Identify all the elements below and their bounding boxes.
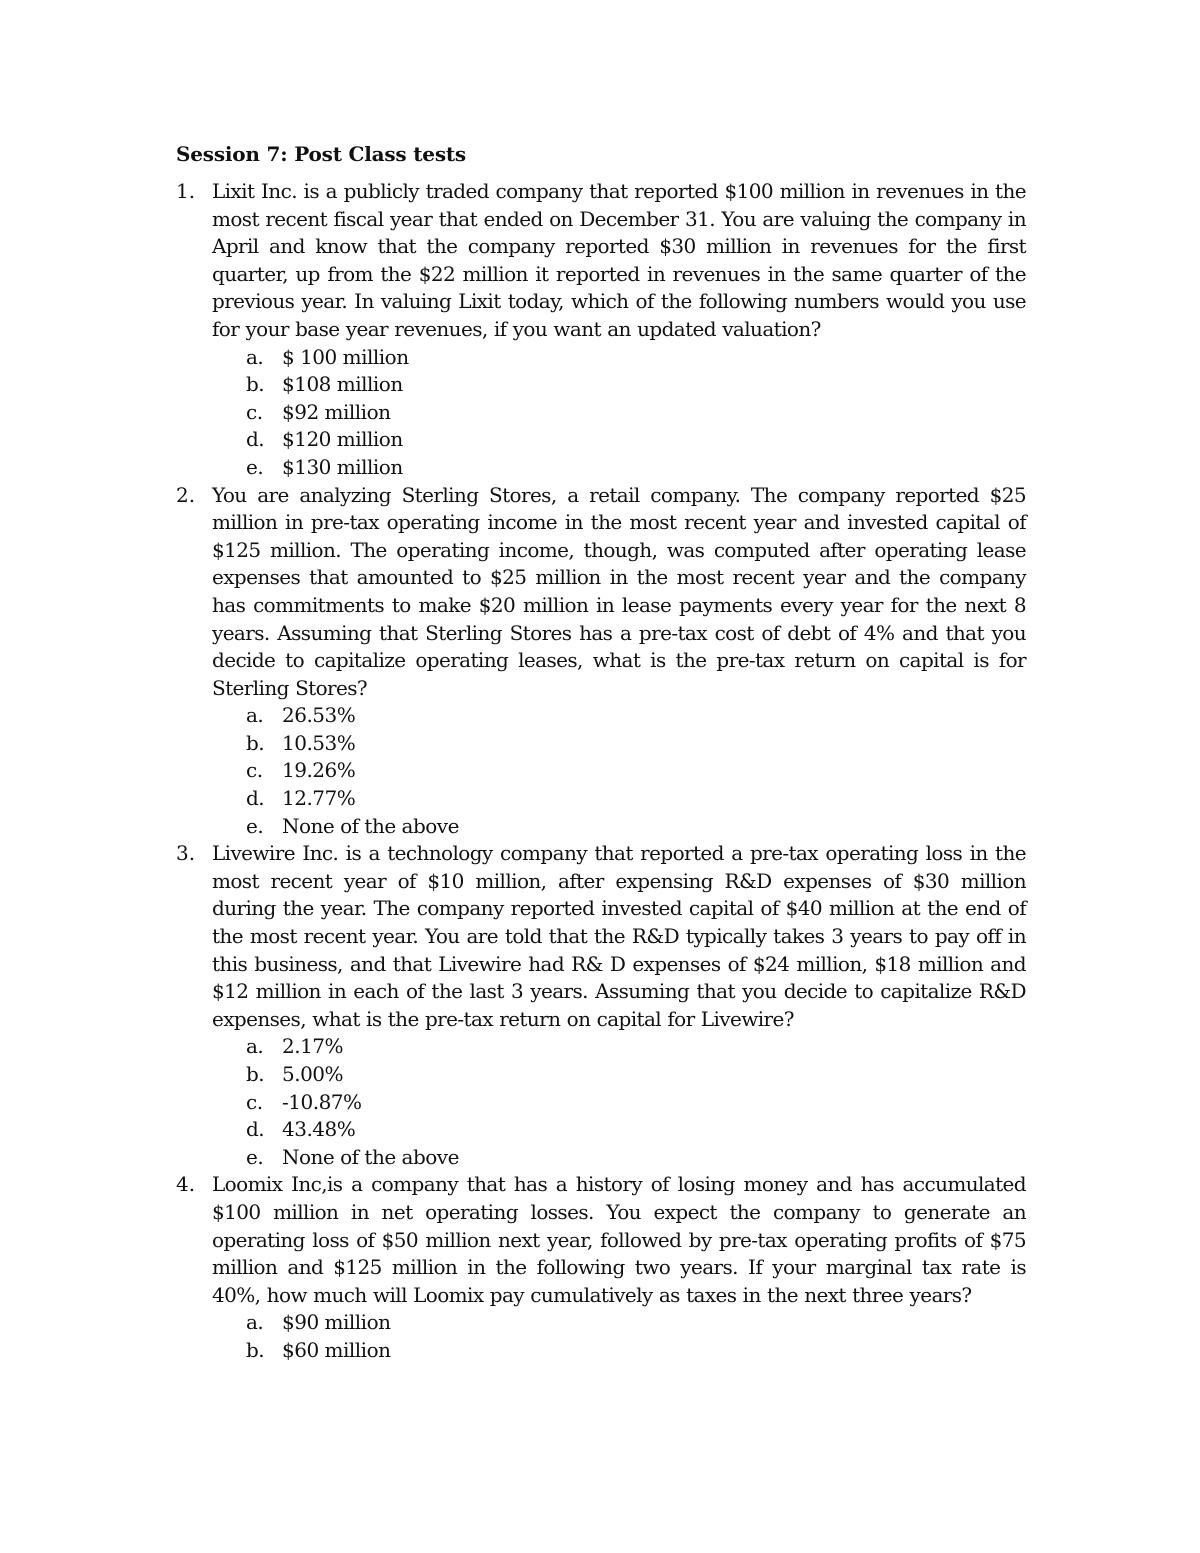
option-letter: b. bbox=[246, 1062, 265, 1086]
option-letter: b. bbox=[246, 730, 265, 755]
question-number: 4. bbox=[176, 1172, 196, 1197]
option-text: $130 million bbox=[282, 454, 403, 479]
option-text: 19.26% bbox=[282, 758, 356, 783]
option-list bbox=[212, 702, 1026, 840]
option-text: 2.17% bbox=[282, 1034, 344, 1059]
option-a bbox=[212, 344, 1026, 372]
option-text: $ 100 million bbox=[282, 344, 409, 369]
option-b bbox=[212, 1337, 1026, 1365]
question-body bbox=[212, 482, 1026, 841]
option-b bbox=[212, 371, 1026, 399]
option-letter: d. bbox=[246, 1117, 265, 1142]
option-d bbox=[212, 1116, 1026, 1144]
question-body bbox=[212, 178, 1026, 482]
question-body bbox=[212, 840, 1026, 1171]
option-text: 12.77% bbox=[282, 786, 356, 811]
question-2 bbox=[176, 482, 1026, 841]
option-d bbox=[212, 785, 1026, 813]
option-list bbox=[212, 1033, 1026, 1171]
option-text: $92 million bbox=[282, 399, 391, 424]
option-letter: c. bbox=[246, 399, 263, 424]
question-body bbox=[212, 1171, 1026, 1364]
question-number: 1. bbox=[176, 179, 196, 203]
option-b bbox=[212, 1061, 1026, 1089]
option-text: $60 million bbox=[282, 1337, 391, 1362]
option-text: 10.53% bbox=[282, 730, 356, 755]
question-text: Lixit Inc. is a publicly traded company that reported $100 million in revenues in the most recent fiscal year that ended on December 31. You are valuing the company in April and know that the company reported $30 million in revenues for the first quarter, up from the $22 million it reported in revenues in the same quarter of the previous year. In valuing Lixit today, which of the following numbers would you use for your base year revenues, if you want an updated valuation? bbox=[212, 179, 1026, 341]
option-e bbox=[212, 813, 1026, 841]
question-number: 3. bbox=[176, 841, 196, 866]
option-d bbox=[212, 426, 1026, 454]
question-number: 2. bbox=[176, 482, 196, 507]
option-text: 43.48% bbox=[282, 1117, 356, 1142]
option-text: 26.53% bbox=[282, 703, 356, 728]
option-b bbox=[212, 730, 1026, 758]
option-text: $108 million bbox=[282, 372, 403, 397]
question-1 bbox=[176, 178, 1026, 482]
option-letter: d. bbox=[246, 427, 265, 452]
option-letter: c. bbox=[246, 1089, 263, 1114]
option-text: $120 million bbox=[282, 427, 403, 452]
option-letter: e. bbox=[246, 454, 264, 479]
option-text: -10.87% bbox=[282, 1089, 362, 1114]
option-text: $90 million bbox=[282, 1310, 391, 1335]
option-e bbox=[212, 1144, 1026, 1172]
option-letter: a. bbox=[246, 1034, 264, 1059]
question-text: Livewire Inc. is a technology company that reported a pre-tax operating loss in the most recent year of $10 million, after expensing R&D expenses of $30 million during the year. The company reported invested capital of $40 million at the end of the most recent year. You are told that the R&D typically takes 3 years to pay off in this business, and that Livewire had R& D expenses of $24 million, $18 million and $12 million in each of the last 3 years. Assuming that you decide to capitalize R&D expenses, what is the pre-tax return on capital for Livewire? bbox=[212, 841, 1026, 1031]
option-a bbox=[212, 1309, 1026, 1337]
option-e bbox=[212, 454, 1026, 482]
option-c bbox=[212, 757, 1026, 785]
option-list bbox=[212, 344, 1026, 482]
question-text: Loomix Inc,is a company that has a history of losing money and has accumulated $100 million in net operating losses. You expect the company to generate an operating loss of $50 million next year, followed by pre-tax operating profits of $75 million and $125 million in the following two years. If your marginal tax rate is 40%, how much will Loomix pay cumulatively as taxes in the next three years? bbox=[212, 1172, 1026, 1307]
option-letter: a. bbox=[246, 344, 264, 369]
option-c bbox=[212, 399, 1026, 427]
question-3 bbox=[176, 840, 1026, 1171]
option-text: None of the above bbox=[282, 1144, 459, 1169]
question-text: You are analyzing Sterling Stores, a retail company. The company reported $25 million in pre-tax operating income in the most recent year and invested capital of $125 million. The operating income, though, was computed after operating lease expenses that amounted to $25 million in the most recent year and the company has commitments to make $20 million in lease payments every year for the next 8 years. Assuming that Sterling Stores has a pre-tax cost of debt of 4% and that you decide to capitalize operating leases, what is the pre-tax return on capital is for Sterling Stores? bbox=[212, 482, 1026, 700]
option-a bbox=[212, 702, 1026, 730]
page-title: Session 7: Post Class tests bbox=[176, 142, 466, 166]
option-letter: a. bbox=[246, 703, 264, 728]
option-text: None of the above bbox=[282, 813, 459, 838]
question-list bbox=[176, 178, 1026, 1365]
question-4 bbox=[176, 1171, 1026, 1364]
option-letter: e. bbox=[246, 813, 264, 838]
option-c bbox=[212, 1089, 1026, 1117]
option-text: 5.00% bbox=[282, 1062, 344, 1086]
option-letter: b. bbox=[246, 372, 265, 397]
option-letter: d. bbox=[246, 786, 265, 811]
option-letter: b. bbox=[246, 1337, 265, 1362]
option-list bbox=[212, 1309, 1026, 1364]
document-page bbox=[176, 140, 1026, 1365]
option-letter: e. bbox=[246, 1144, 264, 1169]
option-letter: c. bbox=[246, 758, 263, 783]
option-letter: a. bbox=[246, 1310, 264, 1335]
option-a bbox=[212, 1033, 1026, 1061]
